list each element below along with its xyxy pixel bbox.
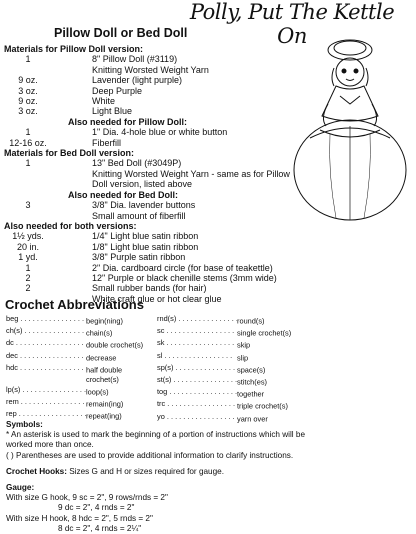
pillow-doll-illustration — [290, 34, 414, 224]
hooks-paragraph — [6, 467, 306, 477]
materials-desc: Knitting Worsted Weight Yarn - same as for Pillow Doll version, listed above — [92, 168, 290, 190]
abbreviation-meaning: triple crochet(s) — [237, 401, 288, 411]
materials-item — [4, 211, 304, 221]
materials-qty — [4, 169, 52, 190]
abbreviation-meaning: together — [237, 389, 265, 399]
materials-qty: 9 oz. — [18, 96, 38, 107]
abbreviation-entry — [157, 375, 307, 387]
materials-qty: 20 in. — [16, 241, 40, 252]
abbreviation-entry — [157, 387, 307, 399]
materials-desc: Small amount of fiberfill — [92, 210, 186, 221]
abbreviation-meaning: double crochet(s) — [86, 340, 144, 350]
materials-desc: White craft glue or hot clear glue — [92, 293, 222, 304]
abbreviation-meaning: slip — [237, 353, 249, 363]
materials-desc: 12" Purple or black chenille stems (3mm wide) — [92, 272, 277, 283]
abbreviation-code: rem . . . — [6, 397, 86, 407]
abbreviation-entry — [157, 338, 307, 350]
materials-desc: 13" Bed Doll (#3049P) — [92, 158, 182, 169]
materials-qty — [4, 211, 52, 221]
abbreviation-entry — [157, 363, 307, 375]
abbreviation-entry: crochet(s) — [86, 374, 119, 384]
notes-section — [6, 420, 306, 534]
materials-qty: 1 — [25, 262, 31, 273]
abbreviation-meaning: remain(ing) — [86, 399, 124, 409]
materials-item — [4, 65, 304, 75]
abbreviation-meaning: chain(s) — [86, 328, 113, 338]
materials-qty: 1 yd. — [18, 252, 38, 263]
abbreviation-meaning: repeat(ing) — [86, 411, 122, 421]
abbreviation-entry — [6, 326, 156, 338]
materials-desc: Deep Purple — [92, 85, 143, 96]
abbreviation-code: yo . . . — [157, 412, 237, 422]
materials-qty: 12-16 oz. — [9, 137, 47, 148]
abbreviation-entry — [157, 351, 307, 363]
materials-item — [4, 75, 304, 85]
gauge-title: Gauge: — [6, 483, 35, 493]
gauge-line: With size H hook, 8 hdc = 2", 5 rnds = 2" — [6, 513, 153, 523]
abbreviation-meaning: begin(ning) — [86, 316, 123, 326]
abbreviation-entry — [157, 399, 307, 411]
materials-item — [4, 169, 304, 190]
abbreviation-entry — [6, 397, 156, 409]
materials-qty: 1 — [25, 54, 31, 65]
abbreviation-code: trc . . . — [157, 399, 237, 409]
materials-desc: Light Blue — [92, 106, 133, 117]
materials-item — [4, 86, 304, 96]
materials-qty: 3 — [25, 200, 31, 211]
abbreviation-meaning: half double — [86, 365, 123, 375]
materials-section-header: Materials for Bed Doll version: — [4, 148, 135, 159]
materials-item — [4, 242, 304, 252]
abbreviation-meaning: stitch(es) — [237, 377, 267, 387]
materials-desc: White — [92, 96, 116, 107]
abbreviation-meaning: decrease — [86, 353, 117, 363]
abbreviation-meaning: space(s) — [237, 365, 266, 375]
abbreviation-code: beg . . . — [6, 314, 86, 324]
materials-qty: 1 — [25, 127, 31, 138]
abbreviation-meaning: loop(s) — [86, 387, 109, 397]
materials-item — [4, 106, 304, 116]
materials-desc: 3/8" Dia. lavender buttons — [92, 200, 196, 211]
materials-desc: 8" Pillow Doll (#3119) — [92, 54, 178, 65]
abbreviation-entry — [6, 363, 156, 375]
hooks-label: Crochet Hooks: — [6, 466, 67, 476]
materials-desc: 2" Dia. cardboard circle (for base of teakettle) — [92, 262, 273, 273]
materials-item — [4, 158, 304, 168]
abbreviation-entry — [6, 385, 156, 397]
abbreviation-entry — [6, 314, 156, 326]
materials-qty — [4, 65, 52, 75]
materials-list — [4, 44, 304, 304]
abbreviations-right-column — [157, 314, 307, 424]
abbreviation-code: rnd(s) . . . — [157, 314, 237, 324]
abbreviation-code: sl . . . — [157, 351, 237, 361]
symbols-asterisk-note: * An asterisk is used to mark the beginning of a portion of instructions which will be worked more than once. — [6, 430, 305, 450]
materials-desc: 1/4" Light blue satin ribbon — [92, 231, 199, 242]
materials-qty: 2 — [25, 283, 31, 294]
abbreviation-meaning: yarn over — [237, 414, 268, 424]
abbreviation-code: rep . . . — [6, 409, 86, 419]
materials-item — [4, 283, 304, 293]
materials-desc: Fiberfill — [92, 137, 122, 148]
abbreviation-entry — [6, 338, 156, 350]
materials-desc: Knitting Worsted Weight Yarn — [92, 64, 209, 75]
abbreviations-left-column — [6, 314, 156, 421]
abbreviation-meaning: skip — [237, 340, 251, 350]
abbreviation-code: dec . . . — [6, 351, 86, 361]
gauge-line: 9 dc = 2", 4 rnds = 2" — [58, 503, 135, 513]
abbreviation-code: dc . . . — [6, 338, 86, 348]
gauge-line: 8 dc = 2", 4 rnds = 2¼" — [58, 523, 142, 533]
materials-subsection-header: Also needed for Bed Doll: — [68, 189, 179, 200]
materials-desc: 3/8" Purple satin ribbon — [92, 252, 186, 263]
abbreviation-entry — [6, 351, 156, 363]
materials-qty: 1 — [25, 158, 31, 169]
materials-qty: 3 oz. — [18, 85, 38, 96]
materials-item — [4, 263, 304, 273]
page-title: Polly, Put The Kettle On — [189, 0, 395, 48]
materials-item — [4, 138, 304, 148]
abbreviation-code: ch(s) . . . — [6, 326, 86, 336]
gauge-line: With size G hook, 9 sc = 2", 9 rows/rnds = 2" — [6, 493, 168, 503]
symbols-title: Symbols: — [6, 420, 43, 429]
materials-item — [4, 127, 304, 137]
hooks-text: Sizes G and H or sizes required for gauge. — [69, 466, 224, 476]
abbreviation-code: sc . . . — [157, 326, 237, 336]
materials-desc: Small rubber bands (for hair) — [92, 283, 207, 294]
abbreviation-code: st(s) . . . — [157, 375, 237, 385]
abbreviation-code: lp(s) . . . — [6, 385, 86, 395]
materials-item — [4, 273, 304, 283]
abbreviation-code: hdc . . . — [6, 363, 86, 373]
materials-item — [4, 252, 304, 262]
abbreviation-code: sp(s) . . . — [157, 363, 237, 373]
materials-desc: 1" Dia. 4-hole blue or white button — [92, 127, 228, 138]
materials-item — [4, 96, 304, 106]
abbreviation-entry — [157, 326, 307, 338]
materials-qty: 1½ yds. — [12, 231, 44, 242]
materials-subsection-header: Also needed for Pillow Doll: — [68, 116, 188, 127]
abbreviation-entry — [157, 314, 307, 326]
abbreviation-code: sk . . . — [157, 338, 237, 348]
materials-qty: 3 oz. — [18, 106, 38, 117]
abbreviation-meaning: single crochet(s) — [237, 328, 292, 338]
page-subtitle: Pillow Doll or Bed Doll — [54, 26, 188, 40]
materials-section-header: Also needed for both versions: — [4, 220, 137, 231]
materials-desc: Lavender (light purple) — [92, 75, 183, 86]
materials-item — [4, 200, 304, 210]
materials-qty: 9 oz. — [18, 75, 38, 86]
abbreviation-code: tog . . . — [157, 387, 237, 397]
materials-desc: 1/8" Light blue satin ribbon — [92, 241, 199, 252]
abbreviation-meaning: round(s) — [237, 316, 265, 326]
materials-qty: 2 — [25, 272, 31, 283]
symbols-parentheses-note: ( ) Parentheses are used to provide additional information to clarify instructions. — [6, 450, 294, 460]
abbreviations-title: Crochet Abbreviations — [5, 297, 144, 312]
materials-section-header: Materials for Pillow Doll version: — [4, 44, 144, 54]
materials-item — [4, 54, 304, 64]
materials-item — [4, 231, 304, 241]
